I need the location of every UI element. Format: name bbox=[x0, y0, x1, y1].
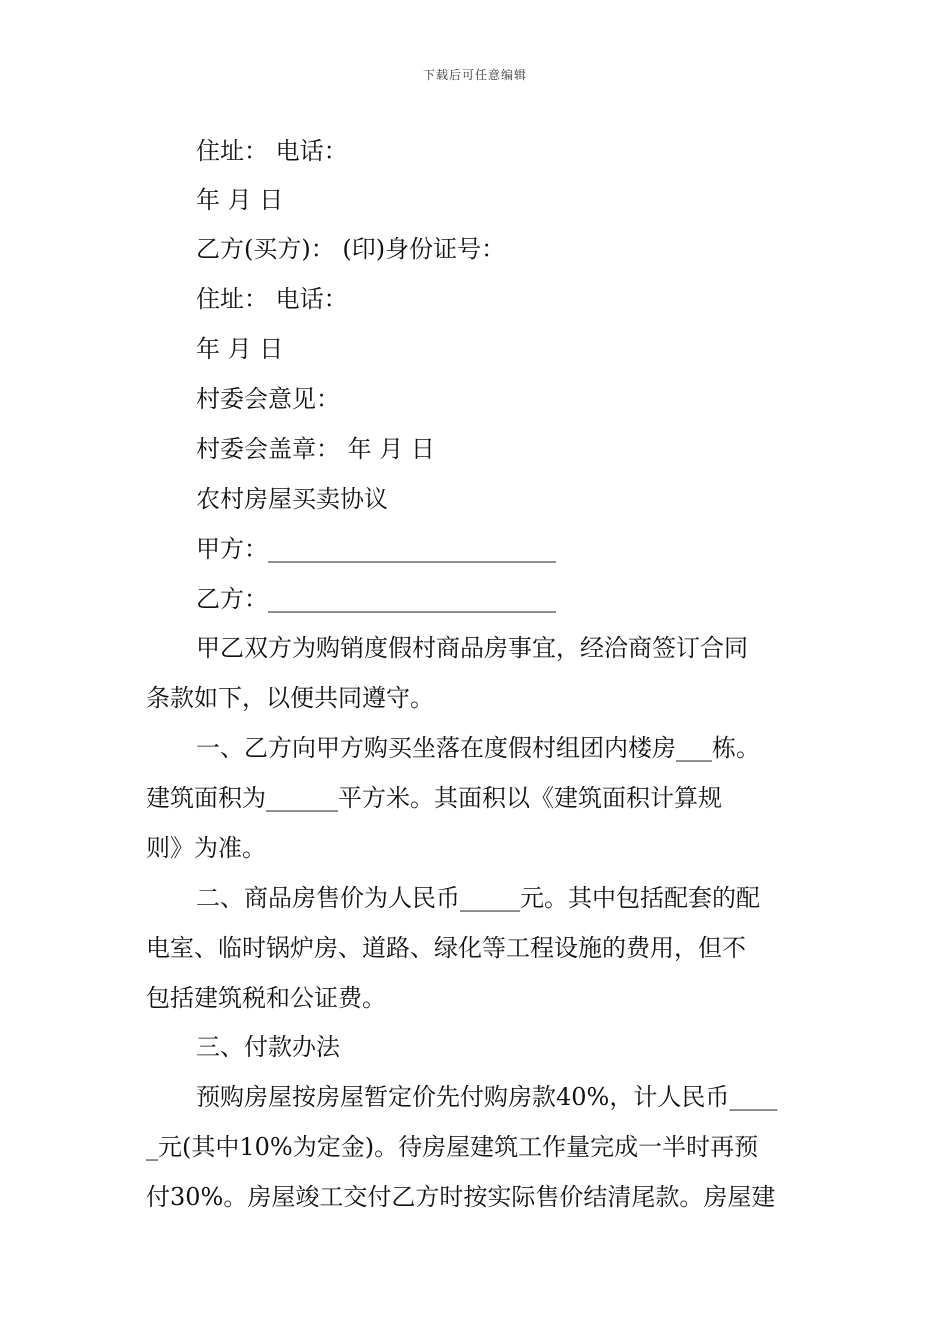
village-committee-opinion: 村委会意见： bbox=[196, 385, 340, 413]
village-committee-seal: 村委会盖章： 年 月 日 bbox=[196, 435, 435, 463]
party-b-id: 乙方(买方)： (印)身份证号： bbox=[196, 235, 506, 263]
clause-one-line-2: 建筑面积为______平方米。其面积以《建筑面积计算规 bbox=[146, 784, 722, 812]
clause-two-line-1: 二、商品房售价为人民币_____元。其中包括配套的配 bbox=[196, 884, 760, 912]
page-header: 下载后可任意编辑 bbox=[422, 68, 527, 82]
party-a-date: 年 月 日 bbox=[196, 186, 284, 214]
payment-line-1: 预购房屋按房屋暂定价先付购房款40%，计人民币____ bbox=[196, 1083, 778, 1111]
party-a-address-phone: 住址： 电话： bbox=[196, 137, 348, 165]
payment-line-2: _元(其中10%为定金)。待房屋建筑工作量完成一半时再预 bbox=[146, 1133, 759, 1161]
agreement-title: 农村房屋买卖协议 bbox=[196, 485, 388, 513]
clause-three-heading: 三、付款办法 bbox=[196, 1033, 340, 1061]
clause-two-line-3: 包括建筑税和公证费。 bbox=[146, 984, 386, 1012]
intro-paragraph-line-2: 条款如下，以便共同遵守。 bbox=[146, 684, 434, 712]
clause-one-line-3: 则》为准。 bbox=[146, 834, 266, 862]
party-b-date: 年 月 日 bbox=[196, 335, 284, 363]
party-b-line: 乙方：________________________ bbox=[196, 585, 556, 613]
payment-line-3: 付30%。房屋竣工交付乙方时按实际售价结清尾款。房屋建 bbox=[146, 1183, 776, 1211]
party-a-line: 甲方：________________________ bbox=[196, 535, 556, 563]
clause-one-line-1: 一、乙方向甲方购买坐落在度假村组团内楼房___栋。 bbox=[196, 734, 760, 762]
intro-paragraph-line-1: 甲乙双方为购销度假村商品房事宜，经洽商签订合同 bbox=[196, 634, 748, 662]
party-b-address-phone: 住址： 电话： bbox=[196, 285, 348, 313]
clause-two-line-2: 电室、临时锅炉房、道路、绿化等工程设施的费用，但不 bbox=[146, 934, 746, 962]
